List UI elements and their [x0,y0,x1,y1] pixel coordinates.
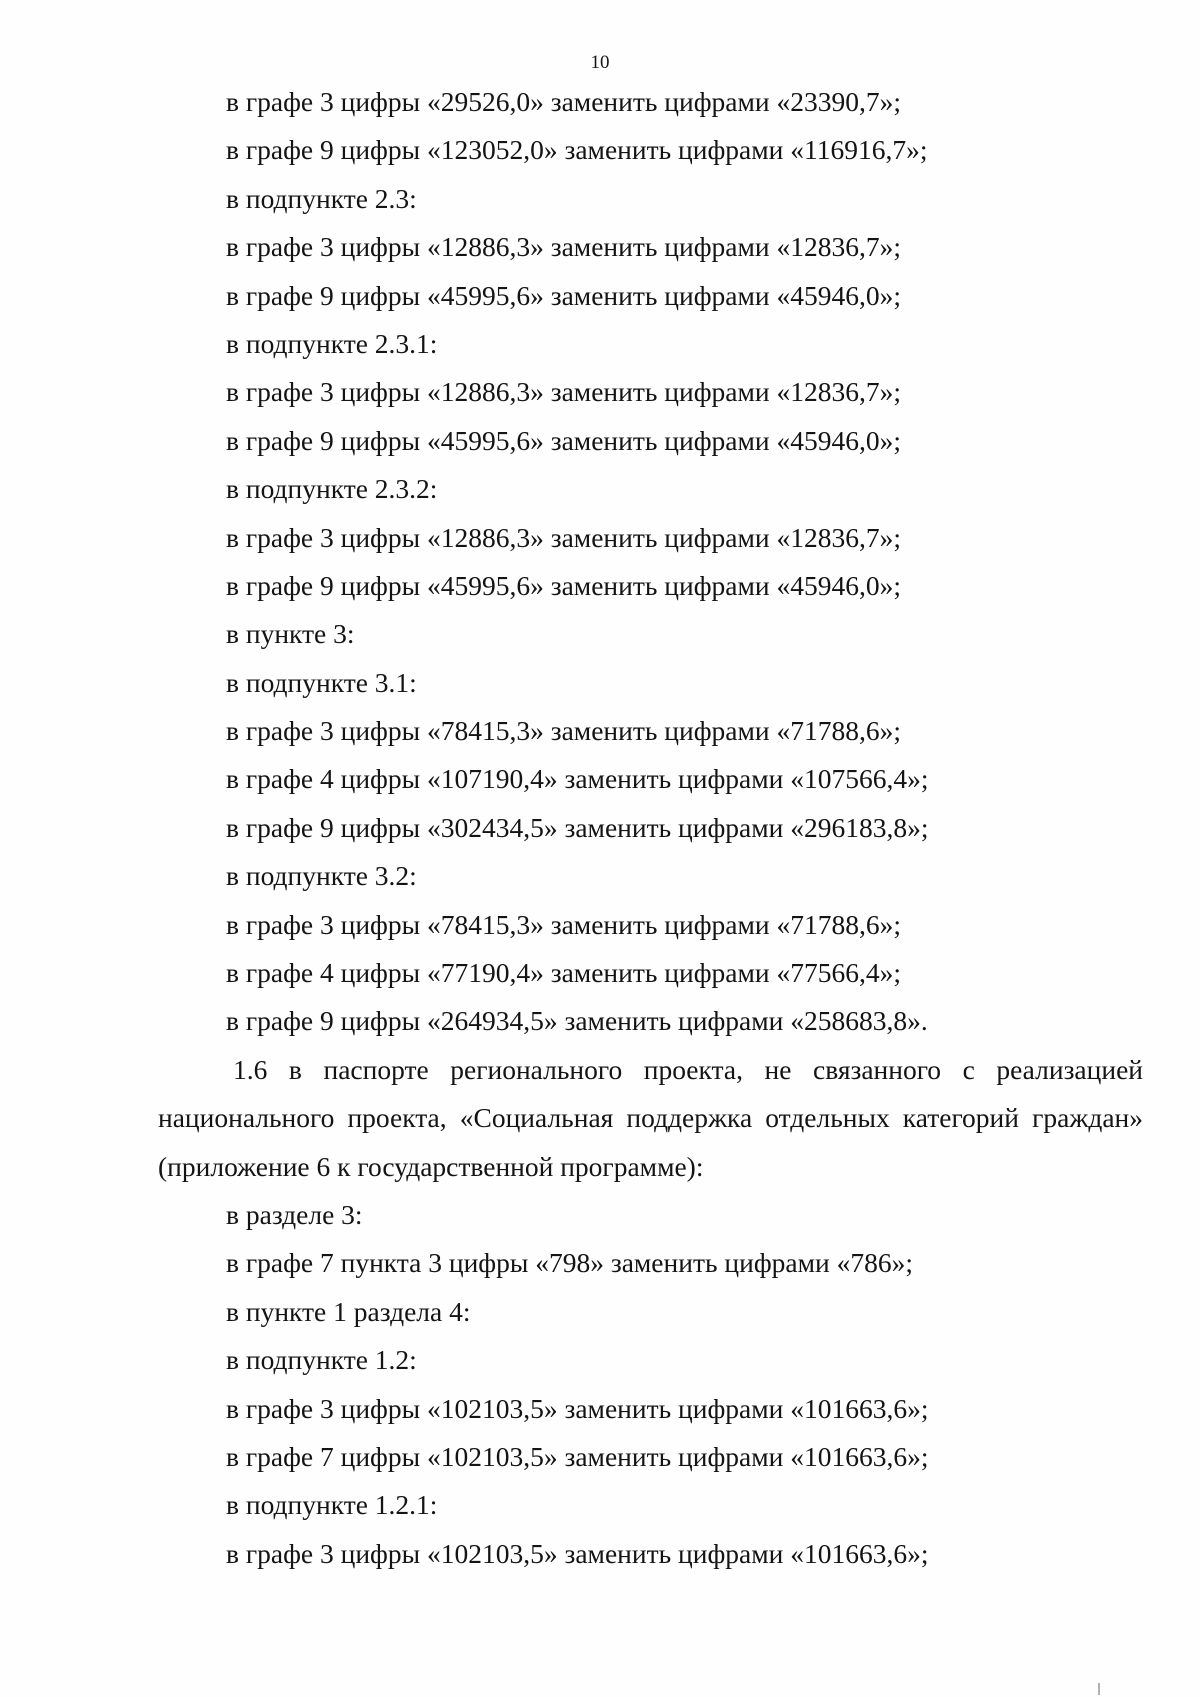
amendment-line: в графе 3 цифры «12886,3» заменить цифрами «12836,7»; [226,231,901,263]
amendment-line: в подпункте 1.2.1: [226,1489,438,1521]
amendment-line: в графе 9 цифры «302434,5» заменить цифрами «296183,8»; [226,811,929,843]
amendment-line: в подпункте 3.2: [226,860,417,892]
amendment-line: в графе 9 цифры «45995,6» заменить цифрами «45946,0»; [226,424,901,456]
document-body [158,78,1143,1578]
page-number: 10 [590,52,610,73]
amendment-line: в графе 4 цифры «77190,4» заменить цифрами «77566,4»; [226,957,901,989]
amendment-line: в графе 3 цифры «12886,3» заменить цифрами «12836,7»; [226,521,901,553]
amendment-line: в подпункте 2.3: [226,182,417,214]
amendment-line: в разделе 3: [226,1199,363,1231]
amendment-line: в графе 7 цифры «102103,5» заменить цифрами «101663,6»; [226,1440,929,1472]
amendment-line: в подпункте 2.3.1: [226,327,438,359]
amendment-line: в графе 3 цифры «102103,5» заменить цифрами «101663,6»; [226,1537,929,1569]
amendment-line: в графе 7 пункта 3 цифры «798» заменить цифрами «786»; [226,1247,913,1279]
amendment-line: в подпункте 2.3.2: [226,473,438,505]
amendment-line: в графе 3 цифры «78415,3» заменить цифрами «71788,6»; [226,908,901,940]
amendment-line: в графе 4 цифры «107190,4» заменить цифрами «107566,4»; [226,763,929,795]
amendment-line: в графе 9 цифры «45995,6» заменить цифрами «45946,0»; [226,569,901,601]
section-paragraph: 1.6 в паспорте регионального проекта, не связанного с реализацией национального проекта, «Социальная поддержка отдельных категорий граждан» (приложение 6 к государственной программе): [158,1053,1143,1182]
amendment-line: в графе 3 цифры «12886,3» заменить цифрами «12836,7»; [226,376,901,408]
amendment-line: в графе 9 цифры «123052,0» заменить цифрами «116916,7»; [226,134,928,166]
amendment-line: в пункте 3: [226,618,355,650]
amendment-line: в пункте 1 раздела 4: [226,1295,471,1327]
amendment-line: в графе 3 цифры «29526,0» заменить цифрами «23390,7»; [226,86,901,117]
scan-mark [1098,1683,1100,1695]
amendment-line: в подпункте 1.2: [226,1344,417,1376]
amendment-line: в графе 3 цифры «102103,5» заменить цифрами «101663,6»; [226,1392,929,1424]
amendment-line: в графе 3 цифры «78415,3» заменить цифрами «71788,6»; [226,715,901,747]
amendment-line: в графе 9 цифры «264934,5» заменить цифрами «258683,8». [226,1005,928,1037]
amendment-line: в подпункте 3.1: [226,666,417,698]
amendment-lines-before [158,78,1143,1046]
amendment-lines-after [158,1191,1143,1578]
amendment-line: в графе 9 цифры «45995,6» заменить цифрами «45946,0»; [226,279,901,311]
